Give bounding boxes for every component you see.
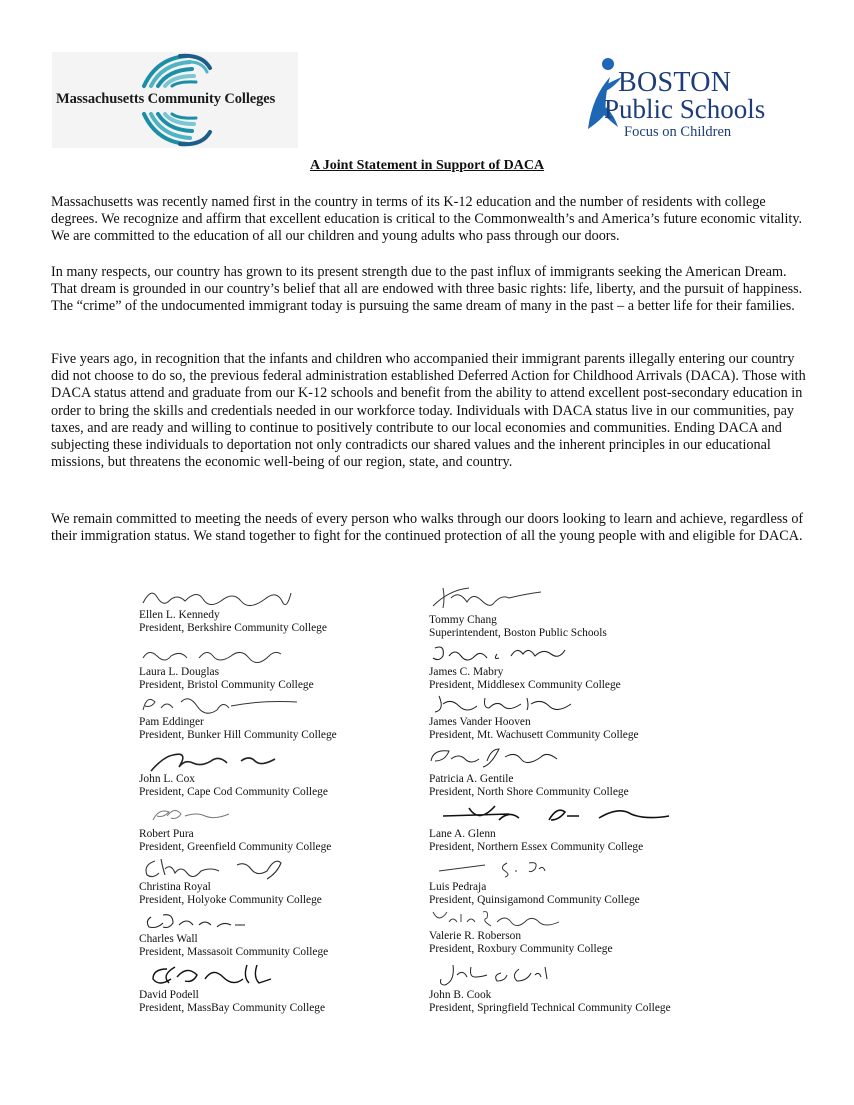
signatory-title: President, Roxbury Community College <box>429 942 613 955</box>
signatory-title: President, Bristol Community College <box>139 678 314 691</box>
paragraph-3: Five years ago, in recognition that the infants and children who accompanied their immigrant parents illegally entering our country did not choose to do so, the previous federal administration established Deferred Action for Childhood Arrivals (DACA). Those with DACA status attend and graduate from our K-12 schools and benefit from the ability to attend excellent post-secondary education in order to bring the skills and credentials needed in our workforce today. Individuals with DACA status live in our communities, pay taxes, and are ready and willing to continue to positively contribute to our local economies and communities. Ending DACA and subjecting these individuals to deportation not only contradicts our shared values and the inherent principles in our educational missions, but threatens the economic well-being of our region, state, and country. <box>51 351 806 471</box>
signatory-block <box>429 881 640 906</box>
signatory-title: President, MassBay Community College <box>139 1001 326 1014</box>
signatory-block <box>429 614 607 639</box>
signatory-block <box>139 933 328 958</box>
signatory-title: President, Berkshire Community College <box>139 621 327 634</box>
signatory-block <box>429 828 643 853</box>
signature-image <box>141 644 291 666</box>
mcc-logo-text: Massachusetts Community Colleges <box>56 91 276 107</box>
paragraph-1: Massachusetts was recently named first in the country in terms of its K-12 education and the number of residents with college degrees. We recognize and affirm that excellent education is critical to the Commonwealth’s and America’s future economic vitality. We are committed to the education of all our children and young adults who pass through our doors. <box>51 194 803 245</box>
signatory-name: James C. Mabry <box>429 666 504 678</box>
signatory-block <box>139 609 327 634</box>
signatory-name: James Vander Hooven <box>429 716 531 728</box>
signature-image <box>141 692 301 718</box>
signatory-title: President, Massasoit Community College <box>139 945 329 958</box>
signatory-block <box>429 716 639 741</box>
signatory-name: Pam Eddinger <box>139 716 204 728</box>
statement-title: A Joint Statement in Support of DACA <box>309 158 545 173</box>
signatory-name: Valerie R. Roberson <box>429 930 522 942</box>
signatory-title: President, Springfield Technical Community College <box>429 1001 671 1014</box>
signatory-name: Charles Wall <box>139 933 198 945</box>
signatory-block <box>139 666 314 691</box>
signature-image <box>147 961 287 989</box>
signatory-title: President, Mt. Wachusett Community College <box>429 728 639 741</box>
signatory-block <box>429 989 671 1014</box>
signature-image <box>141 583 301 613</box>
signatory-title: President, Greenfield Community College <box>139 840 332 853</box>
signatory-title: President, Quinsigamond Community College <box>429 893 640 906</box>
signatory-name: Christina Royal <box>139 881 211 893</box>
signature-image <box>431 908 571 930</box>
signatory-name: Robert Pura <box>139 828 194 840</box>
signatory-name: John B. Cook <box>429 989 492 1001</box>
signature-image <box>429 584 549 614</box>
signatory-name: John L. Cox <box>139 773 196 785</box>
signature-image <box>429 745 569 771</box>
signatory-title: President, Middlesex Community College <box>429 678 621 691</box>
signatory-block <box>429 773 629 798</box>
signatory-name: Laura L. Douglas <box>139 666 220 678</box>
signature-image <box>149 747 309 775</box>
signatory-block <box>139 773 328 798</box>
signatory-block <box>139 828 331 853</box>
bps-logo-line1: BOSTON <box>618 67 732 98</box>
signature-image <box>431 642 581 666</box>
signatory-block <box>139 881 322 906</box>
signatory-block <box>429 930 613 955</box>
boston-public-schools-logo <box>584 57 774 143</box>
signatory-title: President, Holyoke Community College <box>139 893 322 906</box>
signatory-name: Tommy Chang <box>429 614 497 626</box>
signatory-name: Lane A. Glenn <box>429 828 496 840</box>
signatory-name: Ellen L. Kennedy <box>139 609 220 621</box>
bps-logo-tagline: Focus on Children <box>624 124 732 140</box>
signatory-block <box>429 666 621 691</box>
signatory-title: President, Bunker Hill Community College <box>139 728 337 741</box>
signatory-title: President, Northern Essex Community College <box>429 840 644 853</box>
massachusetts-community-colleges-logo <box>52 52 298 148</box>
signatory-name: Luis Pedraja <box>429 881 487 893</box>
signature-image <box>439 802 689 828</box>
signatory-title: President, Cape Cod Community College <box>139 785 328 798</box>
signature-image <box>431 692 581 716</box>
signatory-block <box>139 716 337 741</box>
signature-image <box>435 855 575 879</box>
signature-image <box>141 853 301 881</box>
signature-image <box>149 804 269 826</box>
signatory-name: Patricia A. Gentile <box>429 773 514 785</box>
signature-image <box>143 911 253 933</box>
bps-logo-line2: Public Schools <box>604 94 766 124</box>
signatory-title: Superintendent, Boston Public Schools <box>429 626 607 639</box>
signatory-name: David Podell <box>139 989 199 1001</box>
signatory-title: President, North Shore Community College <box>429 785 629 798</box>
signatory-block <box>139 989 325 1014</box>
paragraph-2: In many respects, our country has grown to its present strength due to the past influx of immigrants seeking the American Dream. That dream is grounded in our country’s belief that all are endowed with three basic rights: life, liberty, and the pursuit of happiness. The “crime” of the undocumented immigrant today is pursuing the same dream of many in the past – a better life for their families. <box>51 264 803 315</box>
paragraph-4: We remain committed to meeting the needs of every person who walks through our doors looking to learn and achieve, regardless of their immigration status. We stand together to fight for the continued protection of all the young people with and eligible for DACA. <box>51 511 804 545</box>
signature-image <box>435 961 565 989</box>
